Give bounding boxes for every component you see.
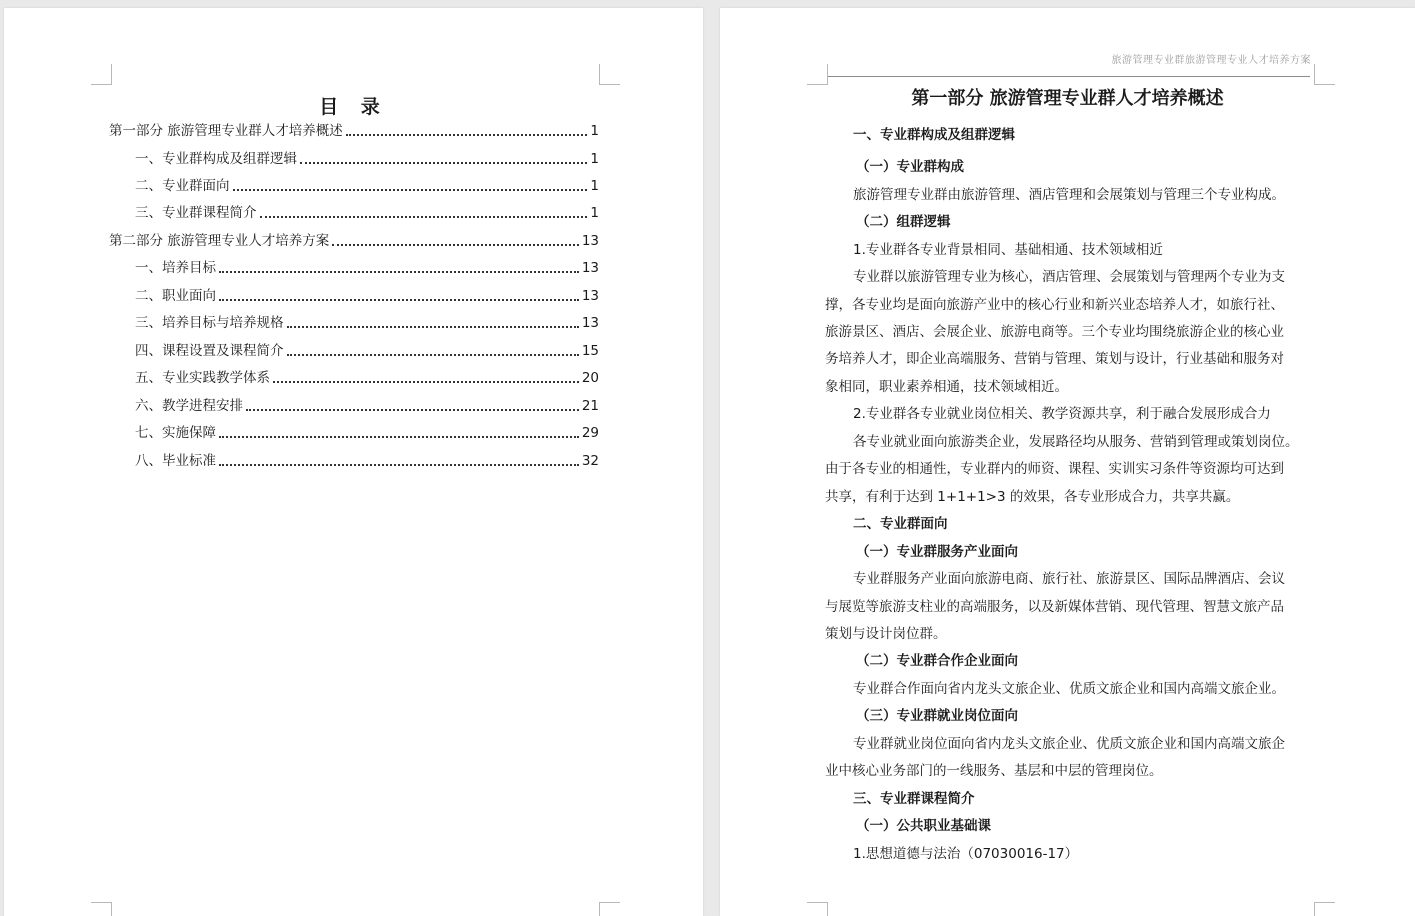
toc-leader-dots — [219, 426, 579, 438]
toc-leader-dots — [287, 316, 579, 328]
paragraph-line: 务培养人才，即企业高端服务、营销与管理、策划与设计，行业基础和服务对 — [825, 351, 1284, 367]
toc-entry-page: 13 — [581, 233, 599, 249]
subsection-heading: （三）专业群就业岗位面向 — [856, 708, 1018, 724]
toc-entry-label: 一、专业群构成及组群逻辑 — [135, 151, 297, 167]
paragraph-line: 1.专业群各专业背景相同、基础相通、技术领域相近 — [853, 242, 1163, 258]
toc-entry-label: 四、课程设置及课程简介 — [135, 343, 284, 359]
paragraph-line: 1.思想道德与法治（07030016-17） — [853, 846, 1079, 862]
section-heading: 二、专业群面向 — [853, 516, 948, 532]
paragraph-line: 与展览等旅游支柱业的高端服务，以及新媒体营销、现代管理、智慧文旅产品 — [825, 599, 1284, 615]
toc-entry-page: 13 — [581, 260, 599, 276]
paragraph-line: 撑，各专业均是面向旅游产业中的核心行业和新兴业态培养人才，如旅行社、 — [825, 297, 1284, 313]
toc-leader-dots — [246, 399, 579, 411]
crop-mark-bottom-left — [91, 902, 112, 916]
paragraph-line: 由于各专业的相通性，专业群内的师资、课程、实训实习条件等资源均可达到 — [825, 461, 1284, 477]
paragraph-line: 旅游管理专业群由旅游管理、酒店管理和会展策划与管理三个专业构成。 — [853, 187, 1285, 203]
toc-entry[interactable] — [135, 202, 599, 222]
crop-mark-bottom-right — [1314, 902, 1335, 916]
toc-entry[interactable] — [135, 367, 599, 387]
crop-mark-bottom-left — [807, 902, 828, 916]
toc-entry-page: 21 — [581, 398, 599, 414]
crop-mark-bottom-right — [599, 902, 620, 916]
toc-entry-label: 三、专业群课程简介 — [135, 205, 257, 221]
paragraph-line: 策划与设计岗位群。 — [825, 626, 947, 642]
toc-leader-dots — [332, 234, 579, 246]
toc-entry-label: 二、专业群面向 — [135, 178, 230, 194]
toc-leader-dots — [219, 261, 579, 273]
section-heading: 三、专业群课程简介 — [853, 791, 975, 807]
crop-mark-top-left — [807, 64, 828, 85]
paragraph-line: 业中核心业务部门的一线服务、基层和中层的管理岗位。 — [825, 763, 1163, 779]
running-header: 旅游管理专业群旅游管理专业人才培养方案 — [1111, 55, 1311, 66]
toc-entry[interactable] — [135, 175, 599, 195]
toc-entry-page: 1 — [590, 151, 599, 167]
paragraph-line: 象相同，职业素养相通，技术领域相近。 — [825, 379, 1068, 395]
toc-leader-dots — [300, 152, 587, 164]
toc-entry[interactable] — [135, 148, 599, 168]
paragraph-line: 专业群就业岗位面向省内龙头文旅企业、优质文旅企业和国内高端文旅企 — [853, 736, 1285, 752]
toc-entry-page: 32 — [581, 453, 599, 469]
toc-page — [4, 8, 703, 916]
toc-entry-page: 13 — [581, 315, 599, 331]
paragraph-line: 共享，有利于达到 1+1+1>3 的效果，各专业形成合力，共享共赢。 — [825, 489, 1240, 505]
paragraph-line: 专业群以旅游管理专业为核心，酒店管理、会展策划与管理两个专业为支 — [853, 269, 1285, 285]
toc-entry-label: 七、实施保障 — [135, 425, 216, 441]
paragraph-line: 各专业就业面向旅游类企业，发展路径均从服务、营销到管理或策划岗位。 — [853, 434, 1299, 450]
toc-entry-page: 29 — [581, 425, 599, 441]
toc-entry-label: 六、教学进程安排 — [135, 398, 243, 414]
toc-leader-dots — [273, 371, 579, 383]
subsection-heading: （二）专业群合作企业面向 — [856, 653, 1018, 669]
content-page — [720, 8, 1415, 916]
paragraph-line: 专业群服务产业面向旅游电商、旅行社、旅游景区、国际品牌酒店、会议 — [853, 571, 1285, 587]
toc-entry[interactable] — [109, 230, 599, 250]
toc-entry[interactable] — [135, 312, 599, 332]
toc-leader-dots — [233, 179, 588, 191]
paragraph-line: 专业群合作面向省内龙头文旅企业、优质文旅企业和国内高端文旅企业。 — [853, 681, 1285, 697]
toc-entry-label: 一、培养目标 — [135, 260, 216, 276]
toc-entry[interactable] — [135, 450, 599, 470]
toc-entry[interactable] — [135, 340, 599, 360]
toc-entry[interactable] — [135, 285, 599, 305]
paragraph-line: 旅游景区、酒店、会展企业、旅游电商等。三个专业均围绕旅游企业的核心业 — [825, 324, 1284, 340]
paragraph-line: 2.专业群各专业就业岗位相关、教学资源共享，利于融合发展形成合力 — [853, 406, 1271, 422]
crop-mark-top-right — [599, 64, 620, 85]
toc-leader-dots — [346, 124, 588, 136]
section-heading: 一、专业群构成及组群逻辑 — [853, 127, 1015, 143]
toc-entry-label: 五、专业实践教学体系 — [135, 370, 270, 386]
toc-entry-page: 1 — [590, 123, 599, 139]
toc-leader-dots — [287, 344, 579, 356]
toc-leader-dots — [219, 289, 579, 301]
toc-entry[interactable] — [135, 257, 599, 277]
crop-mark-top-left — [91, 64, 112, 85]
subsection-heading: （一）专业群构成 — [856, 159, 964, 175]
toc-entry-page: 1 — [590, 178, 599, 194]
toc-entry-page: 13 — [581, 288, 599, 304]
toc-entry-label: 第一部分 旅游管理专业群人才培养概述 — [109, 123, 343, 139]
toc-entry[interactable] — [135, 422, 599, 442]
toc-entry-label: 三、培养目标与培养规格 — [135, 315, 284, 331]
toc-entry-page: 20 — [581, 370, 599, 386]
toc-leader-dots — [219, 454, 579, 466]
subsection-heading: （一）专业群服务产业面向 — [856, 544, 1018, 560]
subsection-heading: （二）组群逻辑 — [856, 214, 951, 230]
toc-entry-label: 第二部分 旅游管理专业人才培养方案 — [109, 233, 330, 249]
header-rule — [828, 76, 1310, 77]
crop-mark-top-right — [1314, 64, 1335, 85]
toc-entry[interactable] — [135, 395, 599, 415]
toc-entry-label: 二、职业面向 — [135, 288, 216, 304]
toc-leader-dots — [260, 206, 588, 218]
toc-entry[interactable] — [109, 120, 599, 140]
subsection-heading: （一）公共职业基础课 — [856, 818, 991, 834]
toc-entry-page: 1 — [590, 205, 599, 221]
toc-entry-label: 八、毕业标准 — [135, 453, 216, 469]
toc-title: 目 录 — [319, 96, 388, 118]
part-title: 第一部分 旅游管理专业群人才培养概述 — [911, 88, 1224, 109]
toc-entry-page: 15 — [581, 343, 599, 359]
